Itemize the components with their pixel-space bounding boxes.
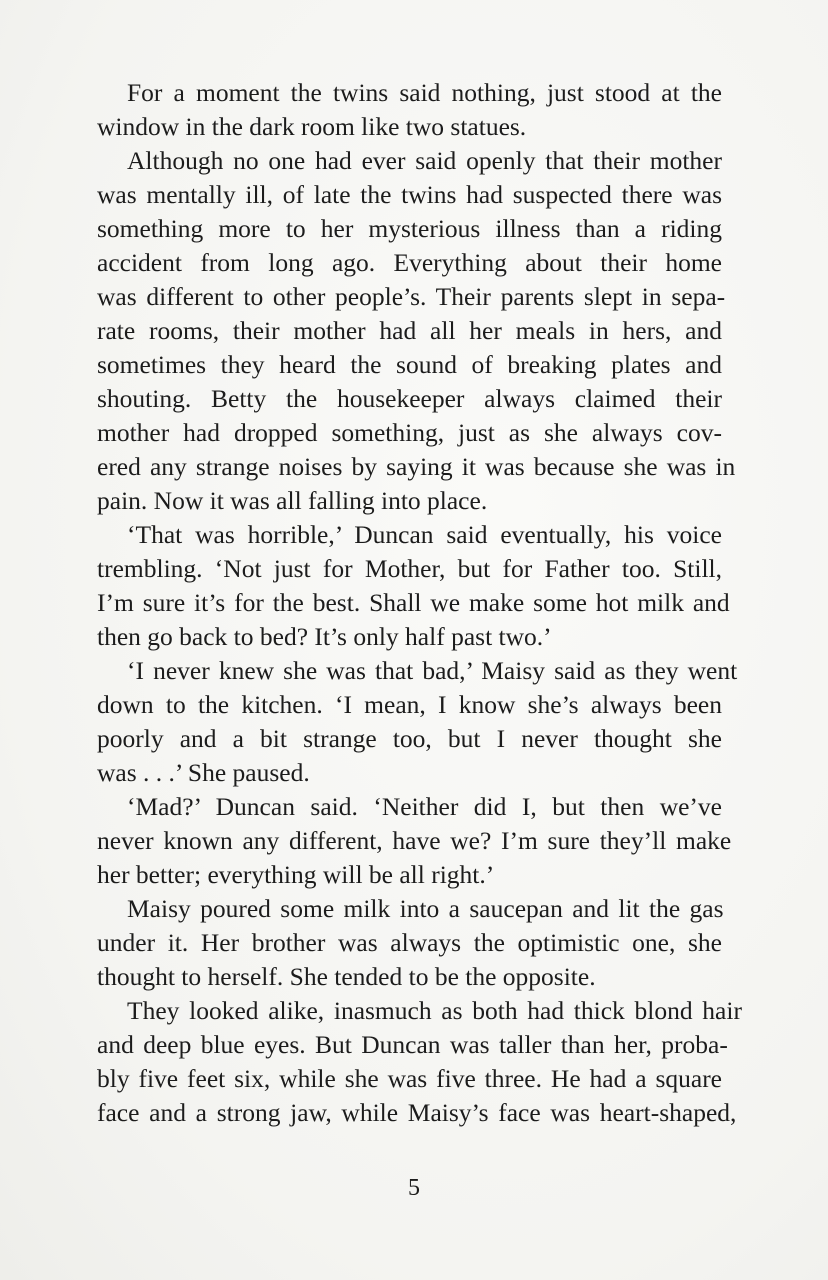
text-line: never known any different, have we? I’m sure they’ll make — [97, 826, 732, 855]
text-line: trembling. ‘Not just for Mother, but for Father too. Still, — [97, 554, 722, 583]
text-line: ered any strange noises by saying it was because she was in — [97, 452, 736, 481]
text-line: mother had dropped something, just as she always cov- — [97, 418, 722, 447]
text-line: accident from long ago. Everything about their home — [97, 248, 722, 277]
body-text — [67, 76, 742, 1130]
text-line: They looked alike, inasmuch as both had thick blond hair — [127, 996, 742, 1025]
text-line: down to the kitchen. ‘I mean, I know she’s always been — [97, 690, 722, 719]
text-line: poorly and a bit strange too, but I never thought she — [97, 724, 722, 753]
text-line: under it. Her brother was always the optimistic one, she — [97, 928, 722, 957]
text-line: was . . .’ She paused. — [97, 758, 310, 787]
page-number: 5 — [408, 1175, 420, 1201]
paragraph-6 — [67, 892, 722, 994]
paragraph-5 — [67, 790, 732, 892]
text-line: pain. Now it was all falling into place. — [97, 486, 488, 515]
paragraph-7 — [67, 994, 742, 1130]
text-line: Although no one had ever said openly that their mother — [127, 146, 722, 175]
text-line: something more to her mysterious illness than a riding — [97, 214, 722, 243]
text-line: her better; everything will be all right.’ — [97, 860, 495, 889]
text-line: ‘Mad?’ Duncan said. ‘Neither did I, but then we’ve — [127, 792, 722, 821]
text-line: shouting. Betty the housekeeper always claimed their — [97, 384, 722, 413]
text-line: bly five feet six, while she was five three. He had a square — [97, 1064, 722, 1093]
paragraph-4 — [67, 654, 738, 790]
text-line: and deep blue eyes. But Duncan was taller than her, proba- — [97, 1030, 728, 1059]
text-line: For a moment the twins said nothing, just stood at the — [127, 78, 722, 107]
text-line: thought to herself. She tended to be the opposite. — [97, 962, 596, 991]
text-line: rate rooms, their mother had all her meals in hers, and — [97, 316, 722, 345]
text-line: ‘I never knew she was that bad,’ Maisy said as they went — [127, 656, 738, 685]
text-line: ‘That was horrible,’ Duncan said eventually, his voice — [127, 520, 722, 549]
text-line: then go back to bed? It’s only half past two.’ — [97, 622, 552, 651]
text-line: sometimes they heard the sound of breaking plates and — [97, 350, 722, 379]
text-line: face and a strong jaw, while Maisy’s face was heart-shaped, — [97, 1098, 737, 1127]
text-line: was different to other people’s. Their parents slept in sepa- — [97, 282, 726, 311]
text-line: window in the dark room like two statues. — [97, 112, 527, 141]
paragraph-1 — [67, 76, 722, 144]
paragraph-3 — [67, 518, 730, 654]
paragraph-2 — [67, 144, 736, 518]
text-line: Maisy poured some milk into a saucepan and lit the gas — [127, 894, 724, 923]
text-line: was mentally ill, of late the twins had suspected there was — [97, 180, 722, 209]
text-line: I’m sure it’s for the best. Shall we make some hot milk and — [97, 588, 730, 617]
